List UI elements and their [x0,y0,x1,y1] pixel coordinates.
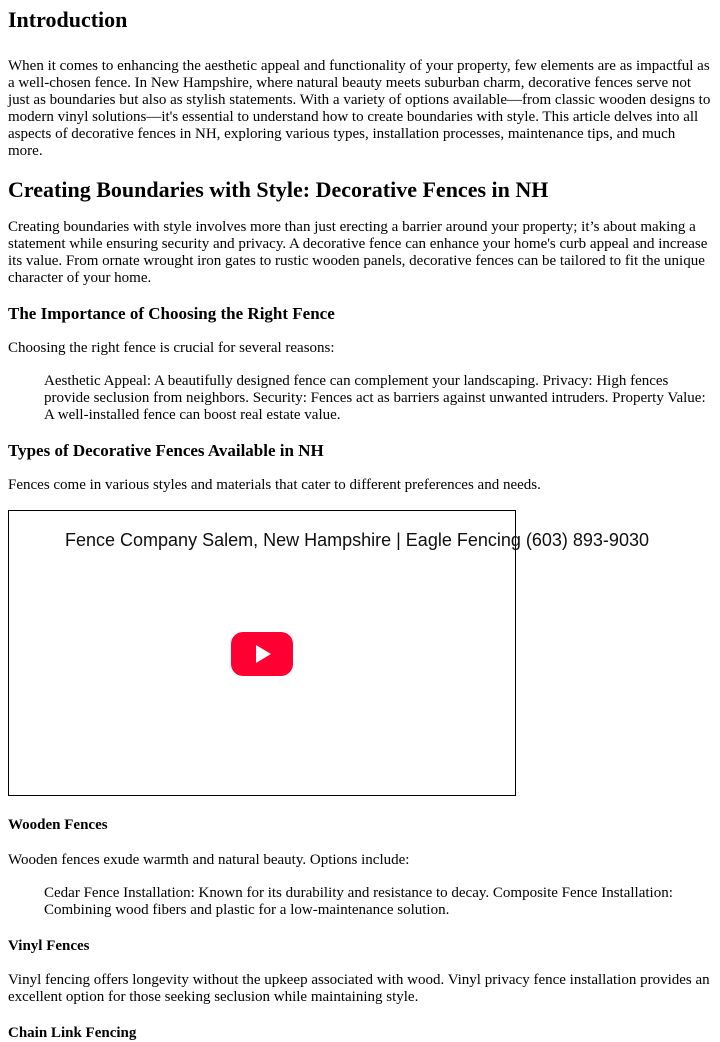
importance-paragraph: Choosing the right fence is crucial for several reasons: [8,340,335,356]
importance-heading: The Importance of Choosing the Right Fence [8,304,335,323]
introduction-heading: Introduction [8,7,128,32]
video-embed[interactable] [8,510,649,796]
wooden-fences-paragraph: Wooden fences exude warmth and natural beauty. Options include: [8,852,410,868]
creating-boundaries-paragraph: Creating boundaries with style involves more than just erecting a barrier around your property; it’s about making a statement while ensuring security and privacy. A decorative fence can enhance your home's curb appeal and increase its value. From ornate wrought iron gates to rustic wooden panels, decorative fences can be tailored to fit the unique character of your home. [8,219,708,286]
vinyl-fences-paragraph: Vinyl fencing offers longevity without the upkeep associated with wood. Vinyl privacy fence installation provides an excellent option for those seeking seclusion while maintaining style. [8,972,710,1005]
video-title[interactable]: Fence Company Salem, New Hampshire | Eagle Fencing (603) 893-9030 [65,530,649,550]
introduction-paragraph: When it comes to enhancing the aesthetic appeal and functionality of your property, few elements are as impactful as a well-chosen fence. In New Hampshire, where natural beauty meets suburban charm, decorative fences serve not just as boundaries but also as stylish statements. With a variety of options available—from classic wooden designs to modern vinyl solutions—it's essential to understand how to create boundaries with style. This article delves into all aspects of decorative fences in NH, exploring various types, installation processes, maintenance tips, and much more. [8,58,711,159]
chain-link-heading: Chain Link Fencing [8,1025,137,1041]
wooden-fences-heading: Wooden Fences [8,817,108,833]
creating-boundaries-heading: Creating Boundaries with Style: Decorative Fences in NH [8,177,549,202]
wooden-options-list: Cedar Fence Installation: Known for its durability and resistance to decay. Composite Fence Installation: Combining wood fibers and plastic for a low-maintenance solution. [44,885,673,918]
types-paragraph: Fences come in various styles and materials that cater to different preferences and needs. [8,477,541,493]
play-button-graphic [231,632,293,676]
youtube-play-icon[interactable] [231,632,293,676]
vinyl-fences-heading: Vinyl Fences [8,938,90,954]
reasons-list: Aesthetic Appeal: A beautifully designed fence can complement your landscaping. Privacy: High fences provide seclusion from neighbors. Security: Fences act as barriers against unwanted intruders. Property Value: A well-installed fence can boost real estate value. [44,373,706,423]
types-heading: Types of Decorative Fences Available in NH [8,441,324,460]
